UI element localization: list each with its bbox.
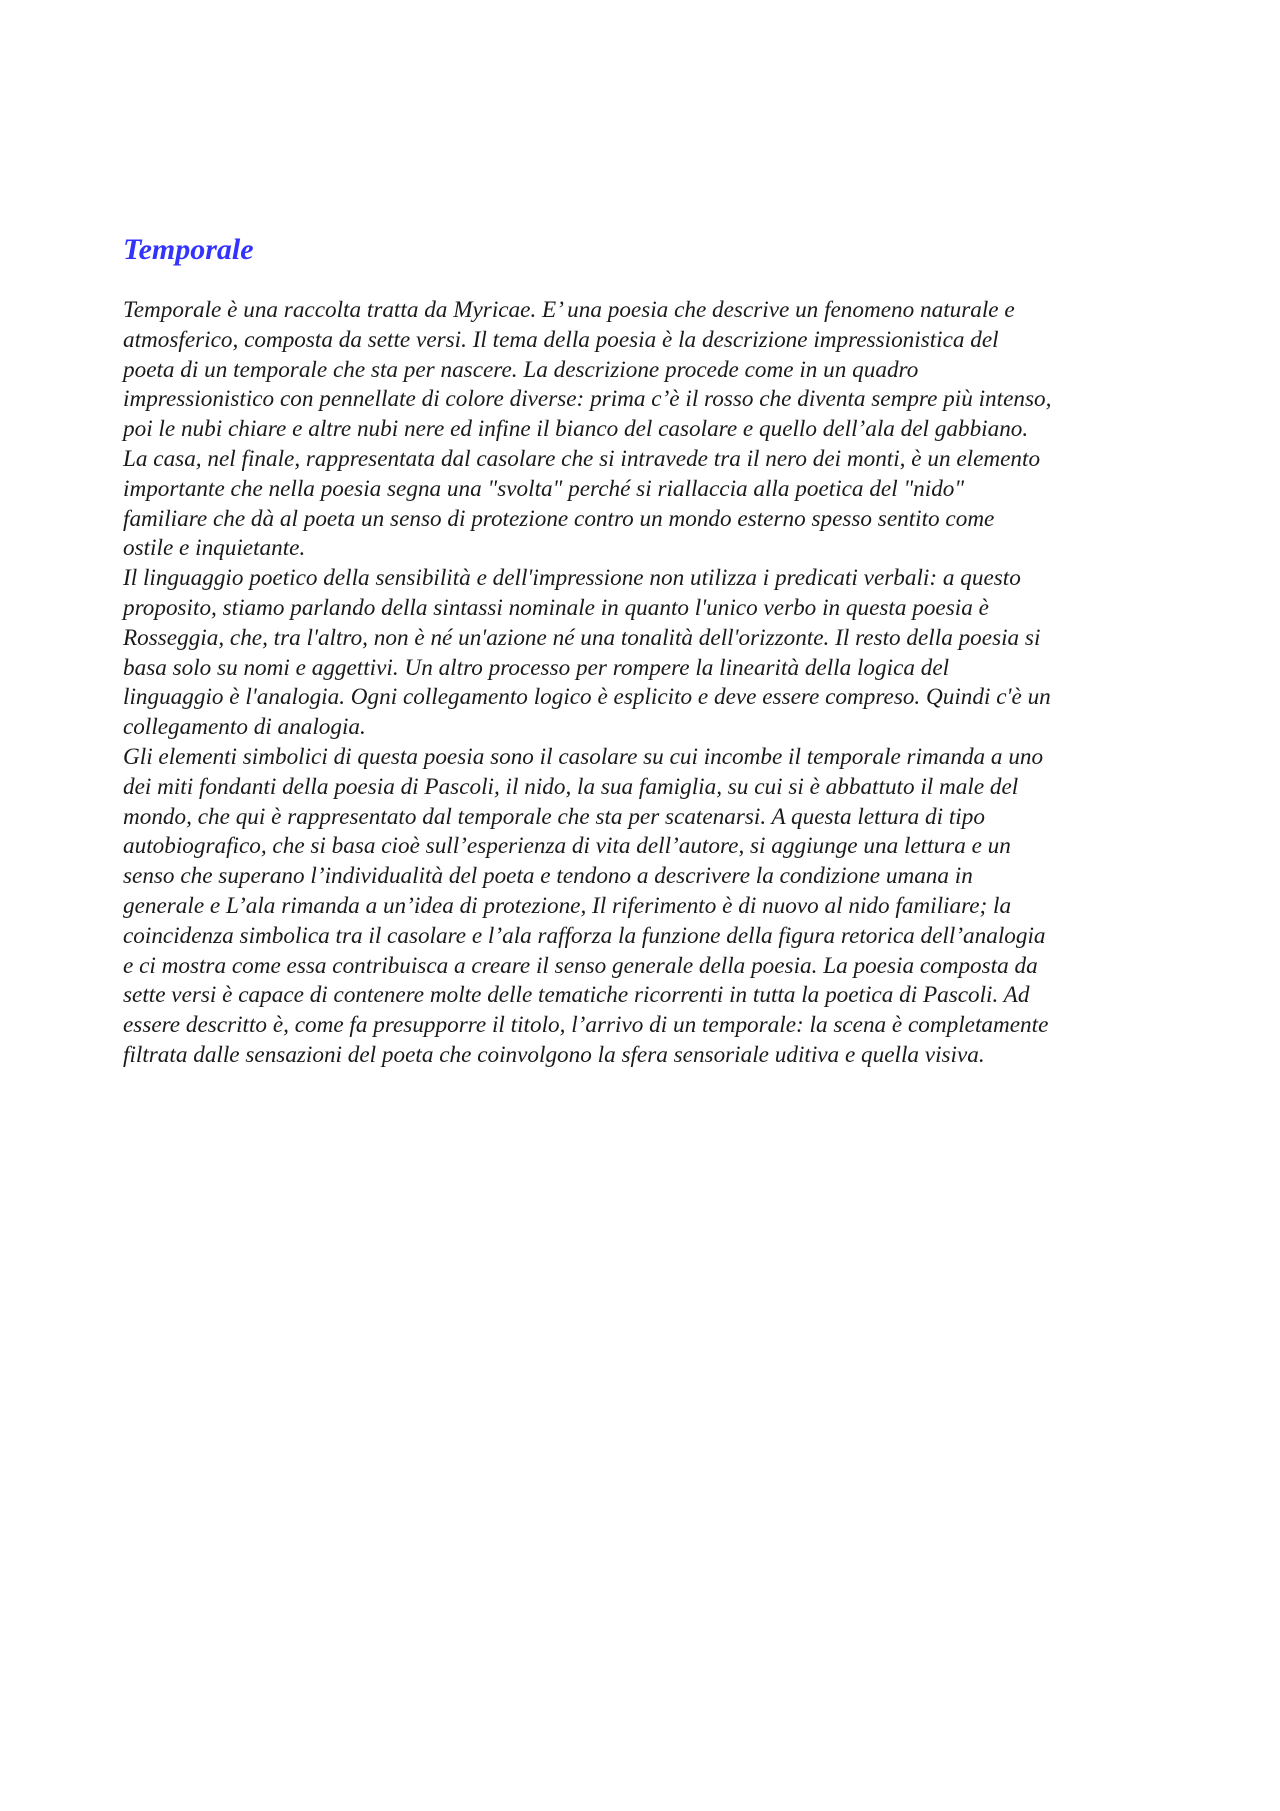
- text-line: coincidenza simbolica tra il casolare e l’ala rafforza la funzione della figura retorica dell’analogia: [123, 922, 1046, 949]
- text-line: dei miti fondanti della poesia di Pascoli, il nido, la sua famiglia, su cui si è abbattuto il male del: [123, 773, 1019, 800]
- paragraph-intro: [123, 296, 1173, 564]
- text-line: ostile e inquietante.: [123, 535, 306, 562]
- text-line: e ci mostra come essa contribuisca a creare il senso generale della poesia. La poesia composta da: [123, 952, 1038, 979]
- text-line: poi le nubi chiare e altre nubi nere ed infine il bianco del casolare e quello dell’ala del gabbiano.: [123, 416, 1029, 443]
- text-line: importante che nella poesia segna una "svolta" perché si riallaccia alla poetica del "nido": [123, 475, 965, 502]
- text-line: senso che superano l’individualità del poeta e tendono a descrivere la condizione umana in: [123, 863, 973, 890]
- text-line: Gli elementi simbolici di questa poesia sono il casolare su cui incombe il temporale rimanda a uno: [123, 743, 1044, 770]
- text-line: sette versi è capace di contenere molte delle tematiche ricorrenti in tutta la poetica di Pascoli. Ad: [123, 982, 1030, 1009]
- text-line: atmosferico, composta da sette versi. Il tema della poesia è la descrizione impressionistica del: [123, 326, 999, 353]
- text-line: impressionistico con pennellate di colore diverse: prima c’è il rosso che diventa sempre più intenso,: [123, 386, 1052, 413]
- text-line: Il linguaggio poetico della sensibilità e dell'impressione non utilizza i predicati verbali: a questo: [123, 565, 1021, 592]
- text-line: mondo, che qui è rappresentato dal temporale che sta per scatenarsi. A questa lettura di tipo: [123, 803, 985, 830]
- text-line: autobiografico, che si basa cioè sull’esperienza di vita dell’autore, si aggiunge una lettura e un: [123, 833, 1011, 860]
- document-body: [123, 296, 1173, 1071]
- text-line: Rosseggia, che, tra l'altro, non è né un'azione né una tonalità dell'orizzonte. Il resto della poesia si: [123, 624, 1041, 651]
- text-line: proposito, stiamo parlando della sintassi nominale in quanto l'unico verbo in questa poesia è: [123, 594, 989, 621]
- text-line: collegamento di analogia.: [123, 714, 366, 741]
- document-content: [123, 232, 1173, 1071]
- text-line: familiare che dà al poeta un senso di protezione contro un mondo esterno spesso sentito come: [123, 505, 995, 532]
- text-line: basa solo su nomi e aggettivi. Un altro processo per rompere la linearità della logica del: [123, 654, 950, 681]
- paragraph-symbols: [123, 743, 1173, 1071]
- text-line: essere descritto è, come fa presupporre il titolo, l’arrivo di un temporale: la scena è completamente: [123, 1012, 1049, 1039]
- text-line: generale e L’ala rimanda a un’idea di protezione, Il riferimento è di nuovo al nido familiare; la: [123, 892, 1012, 919]
- text-line: Temporale è una raccolta tratta da Myricae. E’ una poesia che descrive un fenomeno naturale e: [123, 297, 1015, 323]
- text-line: poeta di un temporale che sta per nascere. La descrizione procede come in un quadro: [123, 356, 919, 383]
- paragraph-language: [123, 564, 1173, 743]
- text-line: La casa, nel finale, rappresentata dal casolare che si intravede tra il nero dei monti, è un elemento: [123, 445, 1041, 472]
- text-line: filtrata dalle sensazioni del poeta che coinvolgono la sfera sensoriale uditiva e quella visiva.: [123, 1041, 985, 1068]
- document-title: Temporale: [123, 233, 254, 266]
- text-line: linguaggio è l'analogia. Ogni collegamento logico è esplicito e deve essere compreso. Quindi c'è un: [123, 684, 1051, 711]
